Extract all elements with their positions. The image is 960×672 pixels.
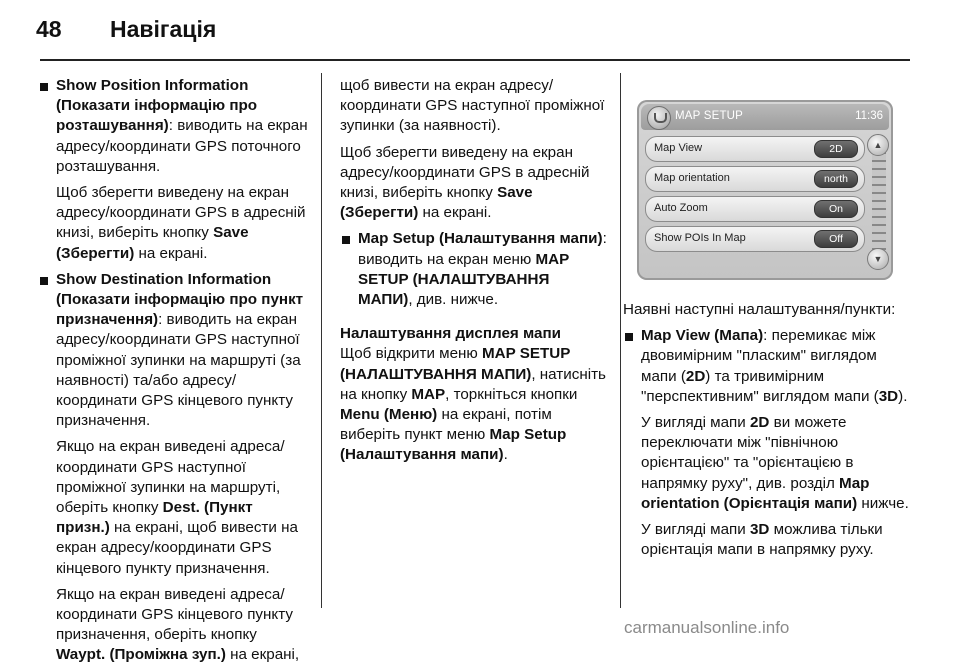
inline-bold: Map orientation (Орієнтація мапи) <box>641 474 870 512</box>
subheading <box>340 324 608 344</box>
bullet-text: : виводить на екран меню <box>358 230 607 268</box>
setting-value-button[interactable]: north <box>814 170 858 188</box>
setting-label: Map View <box>654 142 703 154</box>
setting-value-button[interactable]: 2D <box>814 140 858 158</box>
paragraph <box>340 143 608 224</box>
paragraph-text: У вигляді мапи <box>641 414 750 432</box>
inline-bold: Waypt. (Проміжна зуп.) <box>56 646 226 664</box>
inline-bold: Save (Зберегти) <box>56 224 249 262</box>
page-number: 48 <box>36 16 62 42</box>
paragraph-text: , натисніть на кнопку <box>340 365 606 403</box>
map-setup-screenshot <box>637 100 893 280</box>
bullet-text: : перемикає між двовимірним "пласким" виглядом мапи ( <box>641 327 877 385</box>
paragraph <box>38 183 308 264</box>
setting-row-map-view[interactable] <box>645 136 865 162</box>
setting-label: Map orientation <box>654 172 730 184</box>
inline-bold: Dest. (Пункт призн.) <box>56 499 253 537</box>
bullet-title: Map View (Мапа) <box>641 327 764 345</box>
watermark: carmanualsonline.info <box>624 618 790 637</box>
inline-bold: Menu (Меню) <box>340 406 438 424</box>
inline-bold: 2D <box>749 414 770 432</box>
page-header <box>0 0 960 62</box>
paragraph-text: Якщо на екран виведені адреса/координати GPS кінцевого пункту призначення, оберіть кнопку <box>56 585 293 644</box>
paragraph-text: Щоб відкрити меню <box>340 345 483 363</box>
bullet-show-destination <box>38 270 308 432</box>
bullet-map-setup <box>340 229 608 310</box>
paragraph <box>623 520 913 560</box>
paragraph <box>38 437 308 578</box>
screen-clock: 11:36 <box>855 110 883 122</box>
paragraph-text: Щоб зберегти виведену на екран адресу/координати GPS в адресній книзі, виберіть кнопку <box>56 184 306 242</box>
bullet-text: , див. нижче. <box>408 291 499 309</box>
inline-bold: Map Setup (Налаштування мапи) <box>340 426 567 464</box>
paragraph <box>623 413 913 514</box>
inline-bold: MAP SETUP (НАЛАШТУВАННЯ МАПИ) <box>358 250 570 309</box>
scroll-up-icon[interactable]: ▲ <box>867 134 889 156</box>
home-icon[interactable] <box>647 106 671 130</box>
bullet-text: : виводить на екран адресу/координати GPS поточного розташування. <box>56 117 308 175</box>
inline-bold: MAP <box>411 385 446 403</box>
inline-bold: 2D <box>685 367 706 385</box>
paragraph-text: Якщо на екран виведені адреса/координати GPS наступної проміжної зупинки на маршруті, оберіть кнопку <box>56 438 285 517</box>
paragraph-text: , торкніться кнопки <box>445 385 578 403</box>
column-right <box>623 300 913 566</box>
subheading-text: Налаштування дисплея мапи <box>340 325 562 343</box>
screen-title: MAP SETUP <box>675 110 744 122</box>
setting-row-auto-zoom[interactable] <box>645 196 865 222</box>
paragraph-text: нижче. <box>857 494 909 512</box>
scroll-down-icon[interactable]: ▼ <box>867 248 889 270</box>
inline-bold: Save (Зберегти) <box>340 184 533 222</box>
inline-bold: 3D <box>749 521 770 539</box>
paragraph-text: на екрані, <box>225 646 300 664</box>
paragraph <box>38 585 308 666</box>
section-title: Навігація <box>110 16 217 42</box>
bullet-text: : виводить на екран адресу/координати GPS наступної проміжної зупинки на маршруті (за наявності) та/або адресу/координати GPS кінцевого пункту призначення. <box>56 311 301 430</box>
setting-label: Show POIs In Map <box>654 232 746 244</box>
paragraph-text: можлива тільки орієнтація мапи в напрямку руху. <box>641 521 883 559</box>
paragraph-text: У вигляді мапи <box>641 521 750 539</box>
column-left <box>38 76 308 672</box>
inline-bold: 3D <box>878 387 899 405</box>
header-rule <box>40 59 910 61</box>
setting-row-map-orientation[interactable] <box>645 166 865 192</box>
inline-bold: MAP SETUP (НАЛАШТУВАННЯ МАПИ) <box>340 345 571 383</box>
bullet-text: ). <box>898 387 908 405</box>
paragraph-text: на екрані. <box>418 204 492 222</box>
column-divider <box>321 73 322 608</box>
setting-value-button[interactable]: On <box>814 200 858 218</box>
bullet-text: ) та тривимірним "перспективним" виглядом мапи ( <box>641 367 879 405</box>
paragraph: Наявні наступні налаштування/пункти: <box>623 301 896 318</box>
bullet-title: Map Setup (Налаштування мапи) <box>358 230 603 248</box>
bullet-title: Show Position Information (Показати інформацію про розташування) <box>56 77 258 135</box>
paragraph-text: на екрані. <box>134 244 208 262</box>
bullet-map-view <box>623 326 913 407</box>
paragraph-text: . <box>503 446 508 464</box>
setting-label: Auto Zoom <box>654 202 708 214</box>
column-divider <box>620 73 621 608</box>
bullet-title: Show Destination Information (Показати інформацію про пункт призначення) <box>56 270 304 329</box>
paragraph-text: на екрані, потім виберіть пункт меню <box>340 406 552 444</box>
paragraph-text: ви можете переключати між "північною орієнтацією" та "орієнтацією в напрямку руху", див. розділ <box>641 414 854 492</box>
paragraph-text: на екрані, щоб вивести на екран адресу/координати GPS кінцевого пункту призначення. <box>56 519 298 577</box>
setting-row-show-pois[interactable] <box>645 226 865 252</box>
bullet-show-position <box>38 76 308 177</box>
screen-title-bar <box>641 104 889 130</box>
paragraph-text: Щоб зберегти виведену на екран адресу/координати GPS в адресній книзі, виберіть кнопку <box>340 143 590 202</box>
paragraph: щоб вивести на екран адресу/координати GPS наступної проміжної зупинки (за наявності). <box>340 77 605 135</box>
column-middle <box>340 76 608 466</box>
paragraph <box>340 344 608 465</box>
setting-value-button[interactable]: Off <box>814 230 858 248</box>
